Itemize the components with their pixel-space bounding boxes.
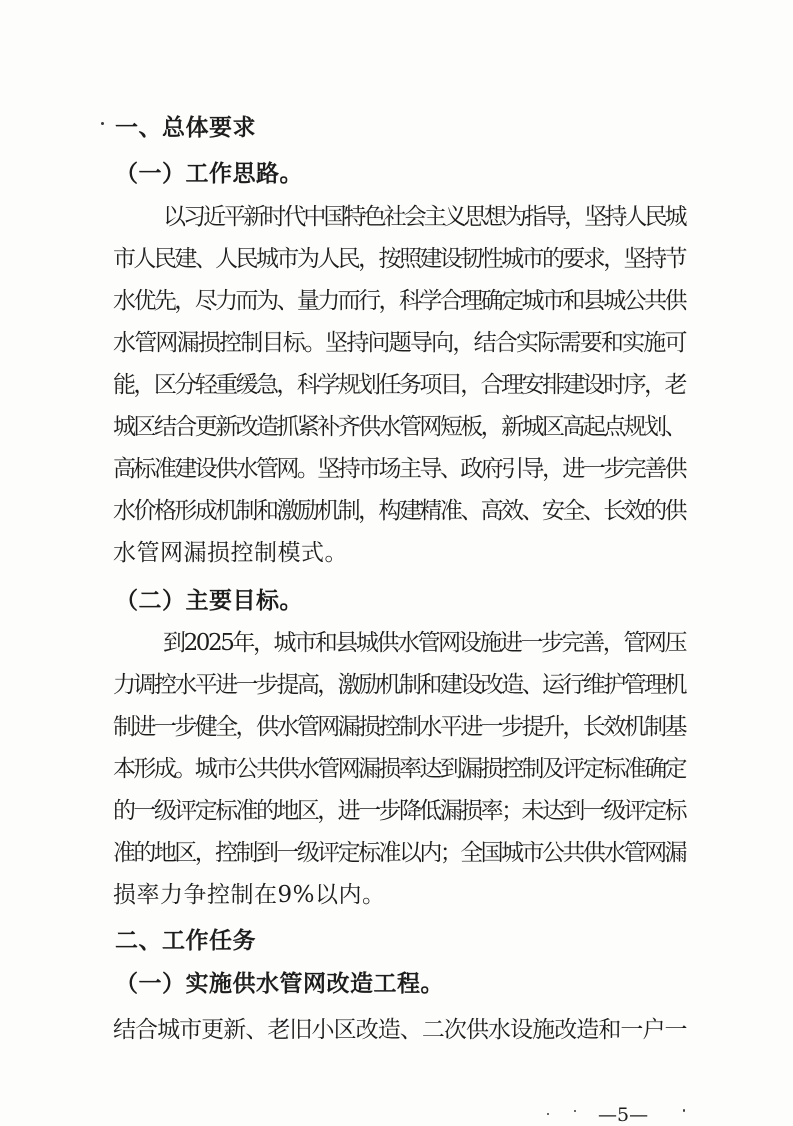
text-line: 以习近平新时代中国特色社会主义思想为指导，坚持人民城 xyxy=(163,204,685,230)
text-line: 水管网漏损控制目标。坚持问题导向，结合实际需要和实施可 xyxy=(113,330,686,356)
section-heading-work-tasks: 二、工作任务 xyxy=(115,927,256,954)
subheading-main-goals: （二）主要目标。 xyxy=(115,587,303,614)
scan-speck xyxy=(101,122,104,125)
text-line: 准的地区，控制到一级评定标准以内；全国城市公共供水管网漏 xyxy=(113,840,685,866)
text-line: 结合城市更新、老旧小区改造、二次供水设施改造和一户一 xyxy=(113,1017,687,1043)
subheading-work-approach: （一）工作思路。 xyxy=(115,160,303,187)
scan-speck xyxy=(574,1110,576,1112)
text-line: 力调控水平进一步提高，激励机制和建设改造、运行维护管理机 xyxy=(113,672,685,698)
text-line: 制进一步健全，供水管网漏损控制水平进一步提升，长效机制基 xyxy=(113,714,685,740)
text-line: 本形成。城市公共供水管网漏损率达到漏损控制及评定标准确定 xyxy=(113,756,685,782)
section-heading-overall-requirements: 一、总体要求 xyxy=(115,114,256,141)
text-line: 水优先，尽力而为、量力而行，科学合理确定城市和县城公共供 xyxy=(113,288,685,314)
page-number: —5— xyxy=(598,1104,649,1126)
text-line: 城区结合更新改造抓紧补齐供水管网短板，新城区高起点规划、 xyxy=(113,414,685,440)
text-line: 的一级评定标准的地区，进一步降低漏损率；未达到一级评定标 xyxy=(113,798,685,824)
text-line: 水管网漏损控制模式。 xyxy=(113,540,348,566)
text-line: 市人民建、人民城市为人民，按照建设韧性城市的要求，坚持节 xyxy=(113,246,685,272)
text-line: 到2025年，城市和县城供水管网设施进一步完善，管网压 xyxy=(163,630,686,656)
scan-speck xyxy=(683,1109,685,1112)
scan-speck xyxy=(547,1113,549,1115)
text-line: 能，区分轻重缓急，科学规划任务项目，合理安排建设时序，老 xyxy=(113,372,685,398)
text-line: 高标准建设供水管网。坚持市场主导、政府引导，进一步完善供 xyxy=(113,456,685,482)
subheading-pipe-renovation: （一）实施供水管网改造工程。 xyxy=(115,970,444,997)
text-line: 损率力争控制在9%以内。 xyxy=(113,882,386,908)
text-line: 水价格形成机制和激励机制，构建精准、高效、安全、长效的供 xyxy=(113,498,685,524)
